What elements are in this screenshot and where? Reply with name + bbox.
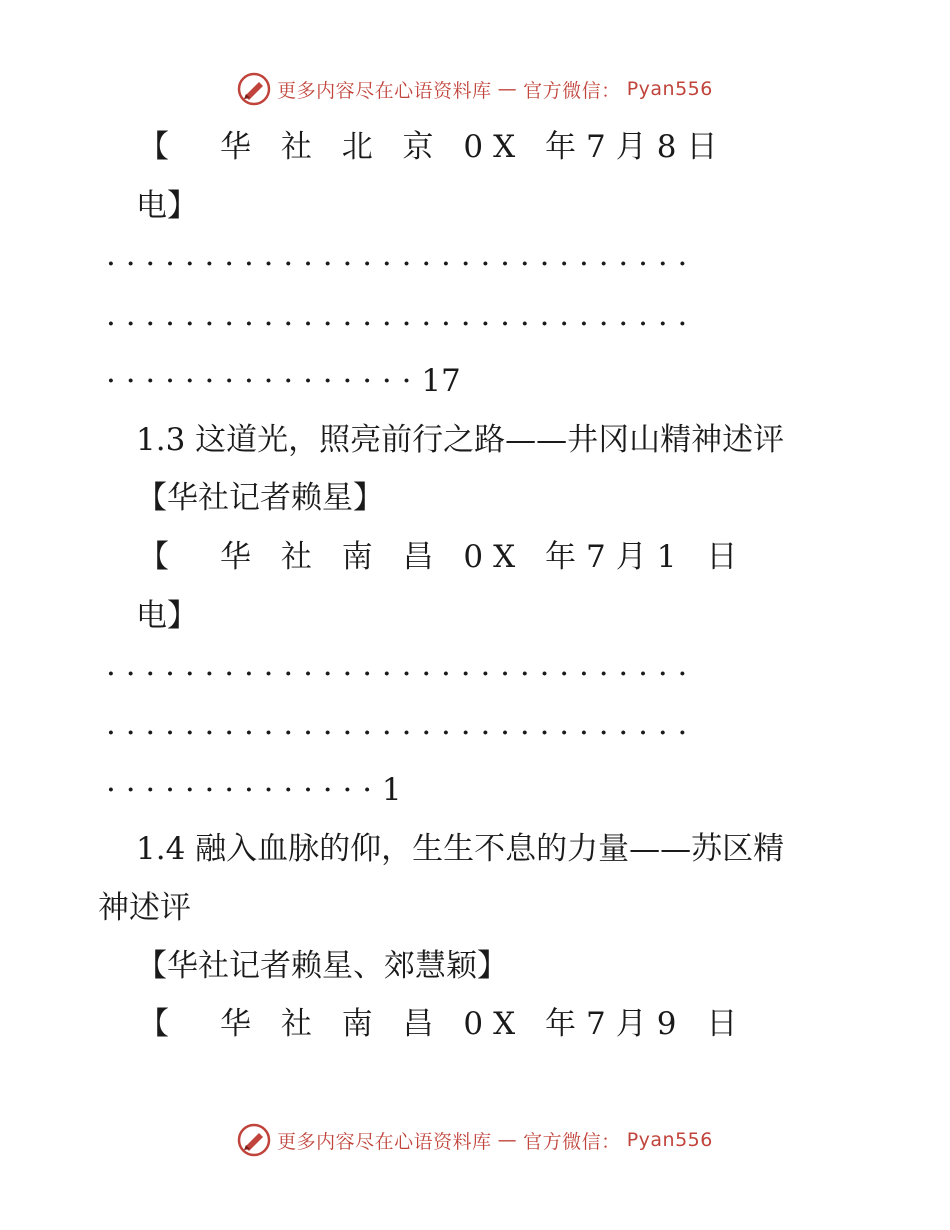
watermark-label: 官方微信： <box>523 79 621 102</box>
page-number: 17 <box>421 363 461 399</box>
watermark-separator: — <box>497 1129 518 1151</box>
toc-title: 1.3 这道光，照亮前行之路——井冈山精神述评 <box>136 422 785 458</box>
toc-title-continued: 神述评 <box>98 890 191 926</box>
watermark-label: 官方微信： <box>523 1130 621 1153</box>
leader-dots: · · · · · · · · · · · · · · · · · · · · · · · · · · · · · · <box>106 715 688 751</box>
toc-line-end <box>106 361 461 401</box>
leader-dots: · · · · · · · · · · · · · · · · · · · · · · · · · · · · · · <box>106 246 688 282</box>
watermark-text: 更多内容尽在心语资料库 <box>277 79 492 102</box>
byline: 【华社记者赖星】 <box>136 480 384 516</box>
dateline: 【 华 社 南 昌 0X 年7月9 日 <box>138 1006 748 1042</box>
header-watermark <box>0 72 950 106</box>
leader-dots: · · · · · · · · · · · · · · · · · · · · · · · · · · · · · · <box>106 656 688 692</box>
watermark-text: 更多内容尽在心语资料库 <box>277 1130 492 1153</box>
pen-logo-icon <box>237 1123 271 1157</box>
dateline-end: 电】 <box>136 598 198 634</box>
leader-dots: · · · · · · · · · · · · · · · · <box>106 363 422 399</box>
leader-dots: · · · · · · · · · · · · · · · · · · · · · · · · · · · · · · <box>106 306 688 342</box>
dateline: 【 华 社 北 京 0X 年7月8日 <box>138 129 728 165</box>
watermark-id: Pyan556 <box>626 1129 713 1151</box>
page-number: 1 <box>381 772 402 808</box>
dateline-end: 电】 <box>136 188 198 224</box>
toc-line-end <box>106 770 402 810</box>
toc-title: 1.4 融入血脉的仰，生生不息的力量——苏区精 <box>136 831 785 867</box>
pen-logo-icon <box>237 72 271 106</box>
footer-watermark <box>0 1123 950 1157</box>
watermark-id: Pyan556 <box>626 78 713 100</box>
byline: 【华社记者赖星、郊慧颖】 <box>136 948 508 984</box>
dateline: 【 华 社 南 昌 0X 年7月1 日 <box>138 539 748 575</box>
watermark-separator: — <box>497 78 518 100</box>
leader-dots: · · · · · · · · · · · · · · <box>106 772 382 808</box>
